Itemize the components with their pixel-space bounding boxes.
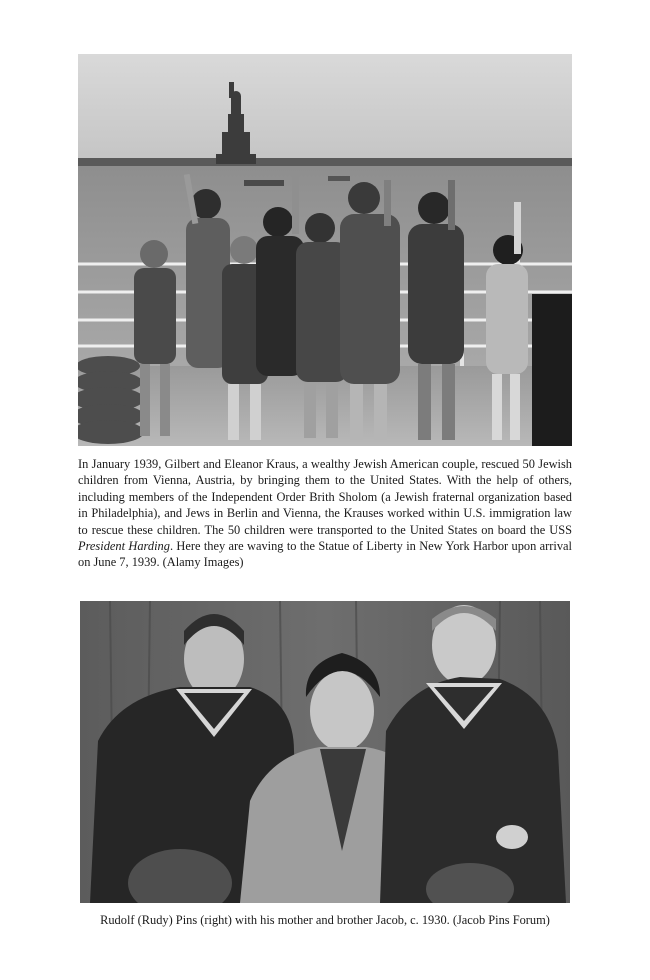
photo-children-statue-of-liberty <box>78 54 572 446</box>
caption-top-photo <box>78 456 572 571</box>
photo-pins-family-portrait <box>80 601 570 903</box>
photo-children-statue-of-liberty-image <box>78 54 572 446</box>
caption-top-ship-name: President Harding <box>78 539 170 554</box>
caption-bottom-photo: Rudolf (Rudy) Pins (right) with his mother and brother Jacob, c. 1930. (Jacob Pins Forum) <box>100 913 550 927</box>
photo-pins-family-portrait-image <box>80 601 570 903</box>
caption-top-text-part-2: . Here they are waving to the Statue of Liberty in New York Harbor upon arrival on June 7, 1939. (Alamy Images) <box>78 539 573 570</box>
caption-top-text-part-1: In January 1939, Gilbert and Eleanor Kraus, a wealthy Jewish American couple, rescued 50 Jewish children from Vienna, Austria, by bringing them to the United States. With the help of others, including members of the Independent Order Brith Sholom (a Jewish fraternal organization based in Philadelphia), and Jews in Berlin and Vienna, the Krauses worked within U.S. immigration law to rescue these children. The 50 children were transported to the United States on board the USS <box>78 457 572 537</box>
